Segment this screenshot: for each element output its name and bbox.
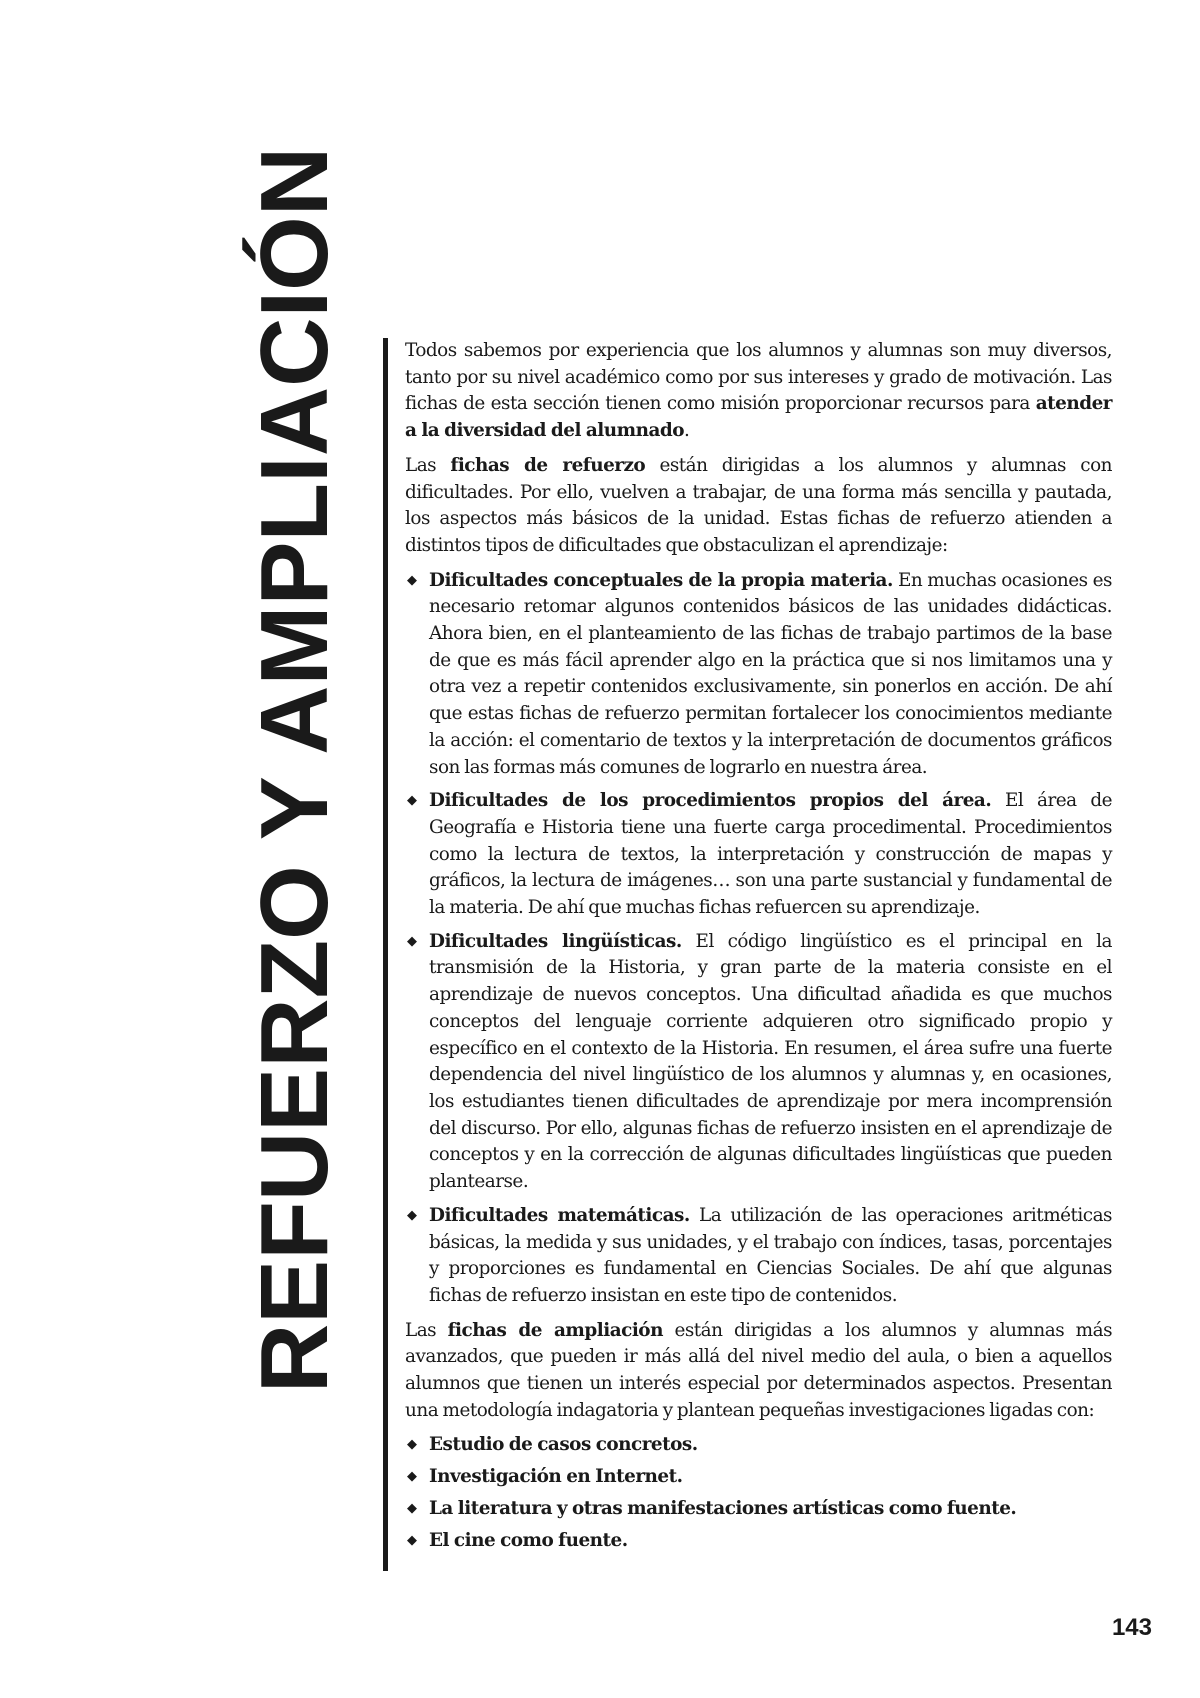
ampliacion-emphasis: fichas de ampliación — [447, 1319, 663, 1341]
difficulties-list — [405, 568, 1112, 1310]
diamond-bullet-icon: ◆ — [407, 1469, 417, 1485]
ampliacion-text: Las — [405, 1319, 448, 1341]
intro-text: Todos sabemos por experiencia que los alumnos y alumnas son muy diversos, tanto por su nivel académico como por sus intereses y grado de motivación. Las fichas de esta sección tienen como misión proporcionar recursos para — [405, 340, 1112, 415]
list-item — [405, 1496, 1112, 1523]
item-title: Dificultades matemáticas. — [429, 1204, 690, 1226]
body-text — [405, 338, 1112, 1562]
list-item — [405, 1528, 1112, 1555]
item-text: El código lingüístico es el principal en la transmisión de la Historia, y gran parte de la materia consiste en el aprendizaje de nuevos conceptos. Una dificultad añadida es que muchos conceptos del lenguaje corriente adquieren otro significado propio y específico en el contexto de la Historia. En resumen, el área sufre una fuerte dependencia del nivel lingüístico de los alumnos y alumnas y, en ocasiones, los estudiantes tienen dificultades de aprendizaje por mera incomprensión del discurso. Por ello, algunas fichas de refuerzo insisten en el aprendizaje de conceptos y en la corrección de algunas dificultades lingüísticas que pueden plantearse. — [429, 930, 1112, 1193]
diamond-bullet-icon: ◆ — [407, 933, 417, 949]
intro-paragraph — [405, 338, 1112, 445]
refuerzo-text: Las — [405, 454, 451, 476]
investigations-list — [405, 1432, 1112, 1554]
item-text: En muchas ocasiones es necesario retomar algunos contenidos básicos de las unidades didácticas. Ahora bien, en el planteamiento de las fichas de trabajo partimos de la base de que es más fácil aprender algo en la práctica que si nos limitamos una y otra vez a repetir contenidos exclusivamente, sin ponerlos en acción. De ahí que estas fichas de refuerzo permitan fortalecer los conocimientos mediante la acción: el comentario de textos y la interpretación de documentos gráficos son las formas más comunes de lograrlo en nuestra área. — [429, 569, 1112, 778]
vertical-divider — [383, 338, 388, 1571]
refuerzo-paragraph — [405, 453, 1112, 560]
list-item — [405, 929, 1112, 1196]
item-title: La literatura y otras manifestaciones artísticas como fuente. — [429, 1497, 1017, 1519]
diamond-bullet-icon: ◆ — [407, 1207, 417, 1223]
diamond-bullet-icon: ◆ — [407, 572, 417, 588]
item-title: Estudio de casos concretos. — [429, 1434, 698, 1456]
intro-emphasis: atender a la diversidad del alumnado — [405, 393, 1112, 442]
refuerzo-emphasis: fichas de refuerzo — [450, 454, 646, 476]
diamond-bullet-icon: ◆ — [407, 1437, 417, 1453]
item-text: La utilización de las operaciones aritméticas básicas, la medida y sus unidades, y el trabajo con índices, tasas, porcentajes y proporciones es fundamental en Ciencias Sociales. De ahí que algunas fichas de refuerzo insistan en este tipo de contenidos. — [429, 1204, 1112, 1306]
diamond-bullet-icon: ◆ — [407, 1500, 417, 1516]
diamond-bullet-icon: ◆ — [407, 793, 417, 809]
item-title: Dificultades de los procedimientos propios del área. — [429, 790, 992, 812]
list-item — [405, 1203, 1112, 1310]
list-item — [405, 788, 1112, 922]
diamond-bullet-icon: ◆ — [407, 1532, 417, 1548]
list-item — [405, 568, 1112, 782]
refuerzo-text-end: están dirigidas a los alumnos y alumnas con dificultades. Por ello, vuelven a trabajar, de una forma más sencilla y pautada, los aspectos más básicos de la unidad. Estas fichas de refuerzo atienden a distintos tipos de dificultades que obstaculizan el aprendizaje: — [405, 454, 1112, 556]
intro-text-end: . — [684, 420, 690, 442]
item-title: El cine como fuente. — [429, 1529, 628, 1551]
section-title: REFUERZO Y AMPLIACIÓN — [241, 146, 348, 1394]
list-item — [405, 1432, 1112, 1459]
ampliacion-paragraph — [405, 1318, 1112, 1425]
list-item — [405, 1464, 1112, 1491]
item-text: El área de Geografía e Historia tiene una fuerte carga procedimental. Procedimientos como la lectura de textos, la interpretación y construcción de mapas y gráficos, la lectura de imágenes… son una parte sustancial y fundamental de la materia. De ahí que muchas fichas refuercen su aprendizaje. — [429, 790, 1113, 919]
item-title: Dificultades lingüísticas. — [429, 930, 682, 952]
page-number: 143 — [1111, 1614, 1152, 1641]
ampliacion-text-end: están dirigidas a los alumnos y alumnas más avanzados, que pueden ir más allá del nivel medio del aula, o bien a aquellos alumnos que tienen un interés especial por determinados aspectos. Presentan una metodología indagatoria y plantean pequeñas investigaciones ligadas con: — [405, 1319, 1113, 1421]
item-title: Investigación en Internet. — [429, 1466, 683, 1488]
item-title: Dificultades conceptuales de la propia materia. — [429, 569, 893, 591]
